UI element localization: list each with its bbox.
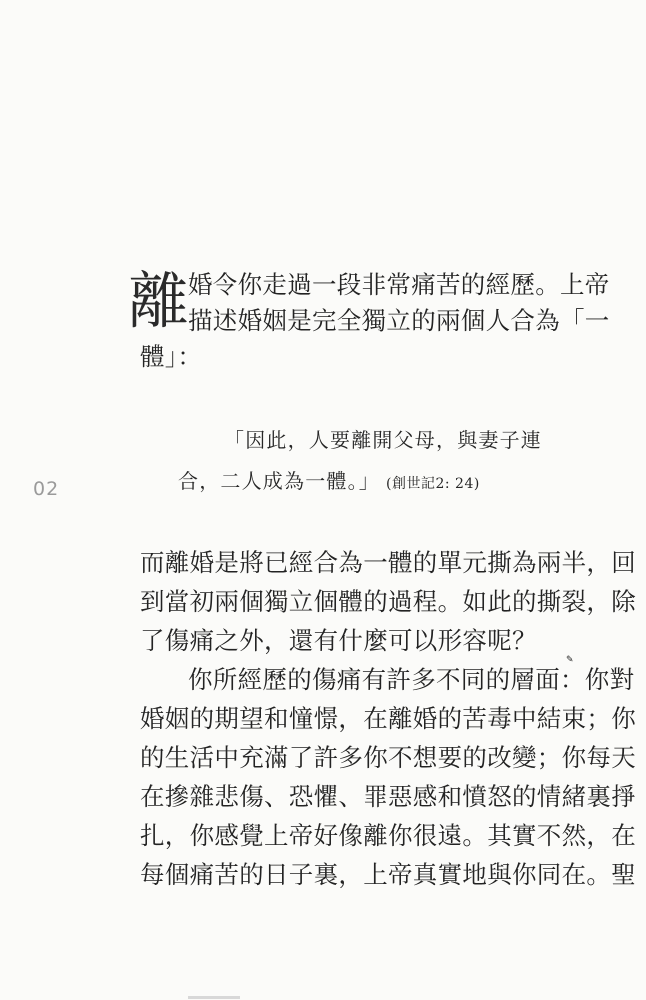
page-number: 02	[33, 478, 60, 500]
paragraph2-line-4: 在摻雜悲傷、恐懼、罪惡感和憤怒的情緒裏掙	[140, 782, 636, 811]
paragraph1-line-2: 到當初兩個獨立個體的過程。如此的撕裂，除	[140, 587, 636, 616]
quote-line-2	[178, 468, 480, 497]
drop-cap: 離	[128, 266, 190, 337]
quote-text: 合，二人成為一體。」	[178, 469, 380, 493]
intro-line-2: 描述婚姻是完全獨立的兩個人合為「一	[188, 306, 610, 335]
paragraph2-line-3: 的生活中充滿了許多你不想要的改變；你每天	[140, 743, 636, 772]
scan-smudge	[188, 996, 240, 999]
paragraph1-line-1: 而離婚是將已經合為一體的單元撕為兩半，回	[140, 548, 636, 577]
paragraph2-line-2: 婚姻的期望和憧憬，在離婚的苦毒中結束；你	[140, 704, 636, 733]
paragraph2-line-6: 每個痛苦的日子裏，上帝真實地與你同在。聖	[140, 860, 636, 889]
ink-mark-icon: ✎	[566, 655, 574, 665]
intro-line-3: 體」：	[140, 342, 203, 371]
paragraph2-line-5: 扎，你感覺上帝好像離你很遠。其實不然，在	[140, 821, 636, 850]
paragraph1-line-3: 了傷痛之外，還有什麼可以形容呢？	[140, 626, 537, 655]
paragraph2-line-1: 你所經歷的傷痛有許多不同的層面：你對	[188, 665, 635, 694]
quote-line-1: 「因此，人要離開父母，與妻子連	[224, 428, 542, 452]
scripture-citation: (創世記2: 24)	[386, 476, 480, 492]
intro-line-1: 婚令你走過一段非常痛苦的經歷。上帝	[188, 270, 610, 299]
